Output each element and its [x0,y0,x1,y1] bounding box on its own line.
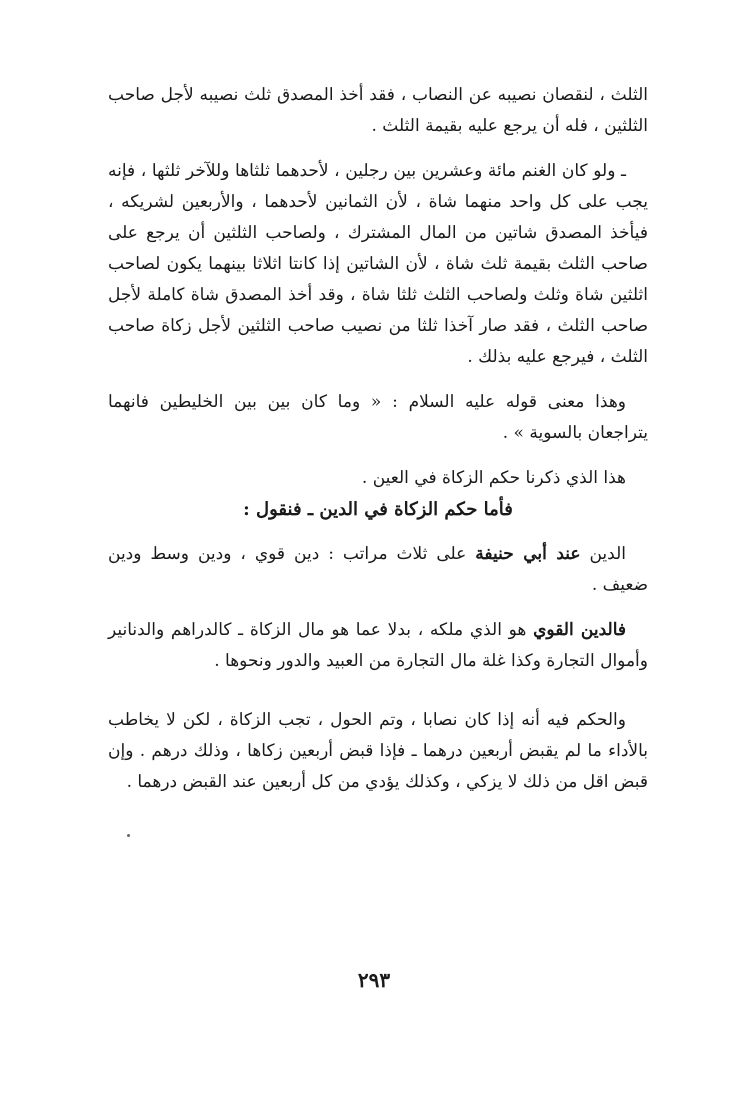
paragraph-ruling: والحكم فيه أنه إذا كان نصابا ، وتم الحول ، تجب الزكاة ، لكن لا يخاطب بالأداء ما لم يقبض أربعين درهما ـ فإذا قبض أربعين زكاها ، وذلك درهم . وإن قبض اقل من ذلك لا يزكي ، وكذلك يؤدي من كل أربعين عند القبض درهما . [108,710,648,792]
document-page [108,80,648,798]
page-number: ٢٩٣ [357,968,391,992]
debt-ranks-lead: الدين [580,544,626,564]
paragraph-strong-debt [108,615,648,677]
paragraph-hadith: وهذا معنى قوله عليه السلام : « وما كان بين بين الخليطين فانهما يتراجعان بالسوية » . [108,392,648,443]
section-heading: فأما حكم الزكاة في الدين ـ فنقول : [243,499,513,520]
abu-hanifa-name: عند أبي حنيفة [475,544,581,564]
strong-debt-text: هو الذي ملكه ، بدلا عما هو مال الزكاة ـ كالدراهم والدنانير وأموال التجارة وكذا غلة مال التجارة من العبيد والدور ونحوها . [108,620,648,671]
paragraph-summary: هذا الذي ذكرنا حكم الزكاة في العين . [361,468,626,488]
strong-debt-term: فالدين القوي [533,620,626,640]
paragraph-example-sheep: ـ ولو كان الغنم مائة وعشرين بين رجلين ، لأحدهما ثلثاها وللآخر ثلثها ، فإنه يجب على كل واحد منهما شاة ، لأن الثمانين لأحدهما ، والأربعين لشريكه ، فيأخذ المصدق شاتين من المال المشترك ، ولصاحب الثلثين أن يرجع على صاحب الثلث بقيمة ثلث شاة ، لأن الشاتين إذا كانتا اثلاثا بينهما يكون لصاحب اثلثين شاة وثلث ولصاحب الثلث ثلثا شاة ، وقد أخذ المصدق شاة كاملة لأجل صاحب الثلث ، فقد صار آخذا ثلثا من نصيب صاحب الثلثين لأجل زكاة صاحب الثلث ، فيرجع عليه بذلك . [108,161,648,367]
paragraph-debt-ranks [108,539,648,601]
scan-speck [127,834,130,837]
paragraph-continuation: الثلث ، لنقصان نصيبه عن النصاب ، فقد أخذ المصدق ثلث نصيبه لأجل صاحب الثلثين ، فله أن يرجع عليه بقيمة الثلث . [108,85,649,136]
debt-ranks-text: على ثلاث مراتب : دين قوي ، ودين وسط ودين ضعيف . [108,544,648,595]
